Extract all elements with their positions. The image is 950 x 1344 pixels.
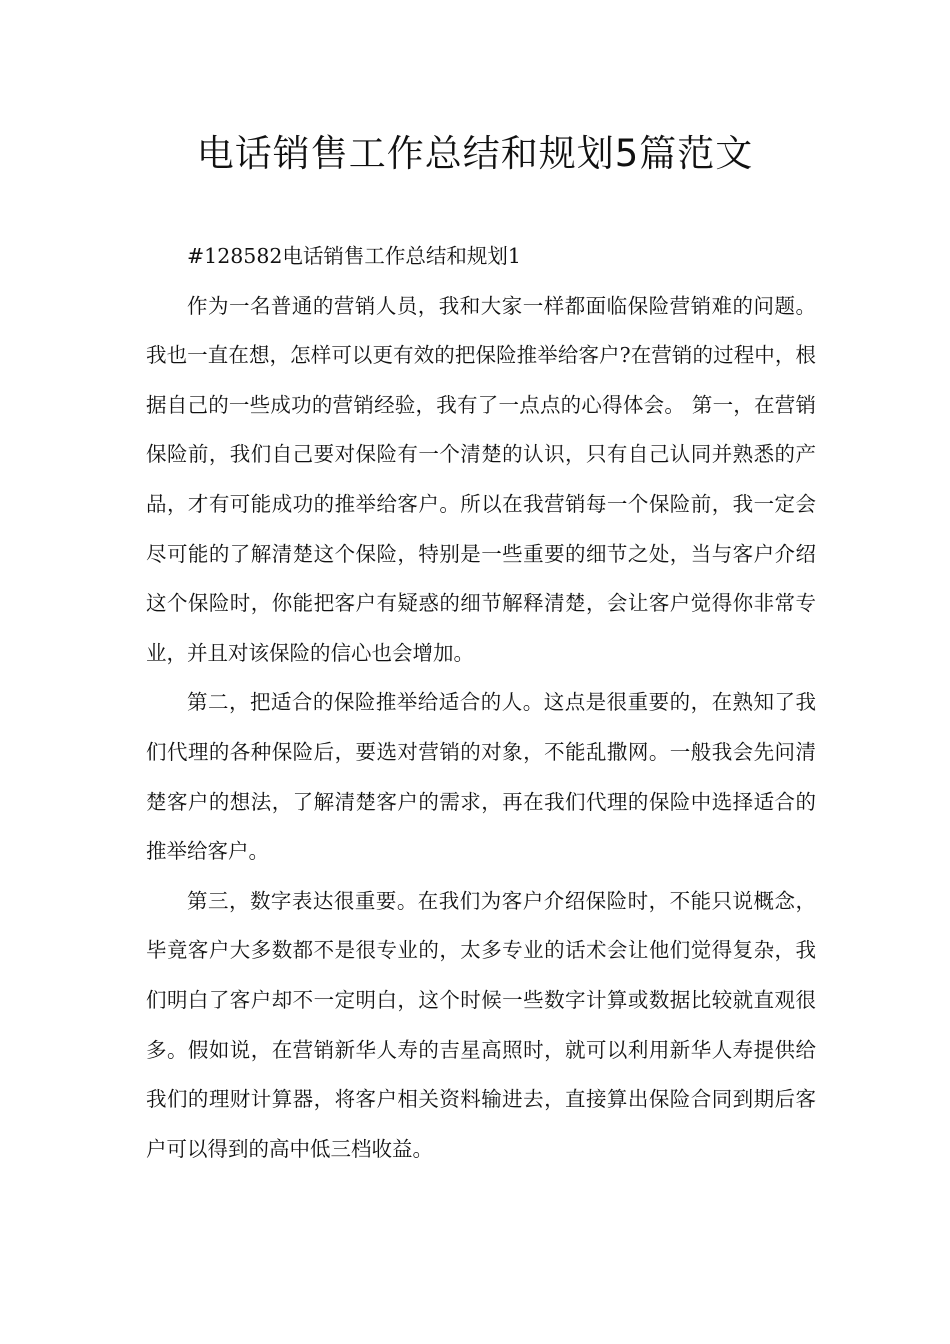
section-heading: #128582电话销售工作总结和规划1 [187,244,521,268]
document-body [146,232,816,1174]
page-title: 电话销售工作总结和规划5篇范文 [196,132,754,175]
paragraph-3: 第三，数字表达很重要。在我们为客户介绍保险时，不能只说概念，毕竟客户大多数都不是很专业的，太多专业的话术会让他们觉得复杂，我们明白了客户却不一定明白，这个时候一些数字计算或数据比较就直观很多。假如说，在营销新华人寿的吉星高照时，就可以利用新华人寿提供给我们的理财计算器，将客户相关资料输进去，直接算出保险合同到期后客户可以得到的高中低三档收益。 [146,888,816,1161]
paragraph-1: 作为一名普通的营销人员，我和大家一样都面临保险营销难的问题。我也一直在想，怎样可以更有效的把保险推举给客户?在营销的过程中，根据自己的一些成功的营销经验，我有了一点点的心得体会。 第一，在营销保险前，我们自己要对保险有一个清楚的认识，只有自己认同并熟悉的产品，才有可能成功的推举给客户。所以在我营销每一个保险前，我一定会尽可能的了解清楚这个保险，特别是一些重要的细节之处，当与客户介绍这个保险时，你能把客户有疑惑的细节解释清楚，会让客户觉得你非常专业，并且对该保险的信心也会增加。 [146,293,816,665]
paragraph-2: 第二，把适合的保险推举给适合的人。这点是很重要的，在熟知了我们代理的各种保险后，要选对营销的对象，不能乱撒网。一般我会先问清楚客户的想法，了解清楚客户的需求，再在我们代理的保险中选择适合的推举给客户。 [146,690,816,864]
